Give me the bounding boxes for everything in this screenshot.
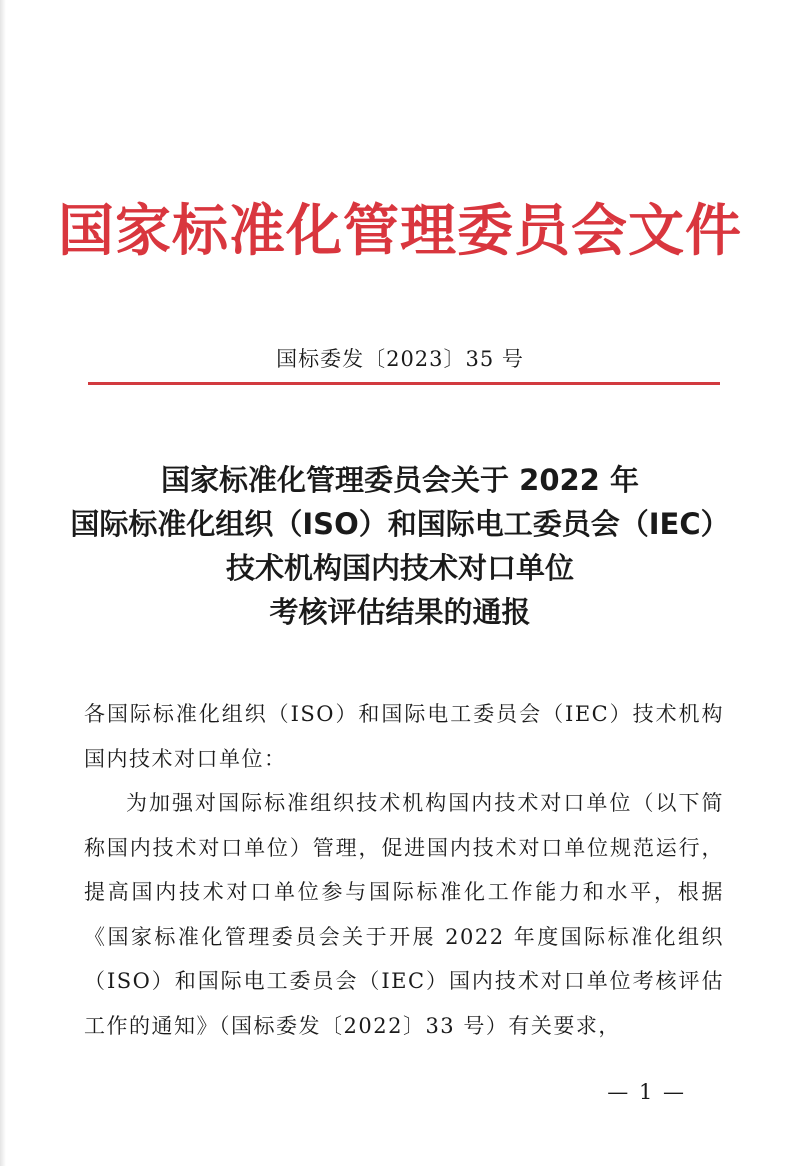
document-number: 国标委发〔2023〕35 号 [276,347,524,371]
issuer-header: 国家标准化管理委员会文件 [58,199,742,264]
title-line-2: 国际标准化组织（ISO）和国际电工委员会（IEC） [70,507,730,541]
body-paragraph-1: 为加强对国际标准组织技术机构国内技术对口单位（以下简称国内技术对口单位）管理，促进国内技术对口单位规范运行，提高国内技术对口单位参与国际标准化工作能力和水平，根据《国家标准化管理委员会关于开展 2022 年度国际标准化组织（ISO）和国际电工委员会（IEC）国内技术对口单位考核评估工作的通知》（国标委发〔2022〕33 号）有关要求， [84,791,724,1038]
title-line-1: 国家标准化管理委员会关于 2022 年 [161,463,639,497]
red-divider-line [88,382,720,385]
salutation: 各国际标准化组织（ISO）和国际电工委员会（IEC）技术机构国内技术对口单位： [84,702,724,771]
title-line-4: 考核评估结果的通报 [269,595,531,629]
document-title [0,458,800,634]
title-line-3: 技术机构国内技术对口单位 [225,551,574,585]
page-number: — 1 — [607,1080,686,1104]
document-body [84,692,724,1048]
